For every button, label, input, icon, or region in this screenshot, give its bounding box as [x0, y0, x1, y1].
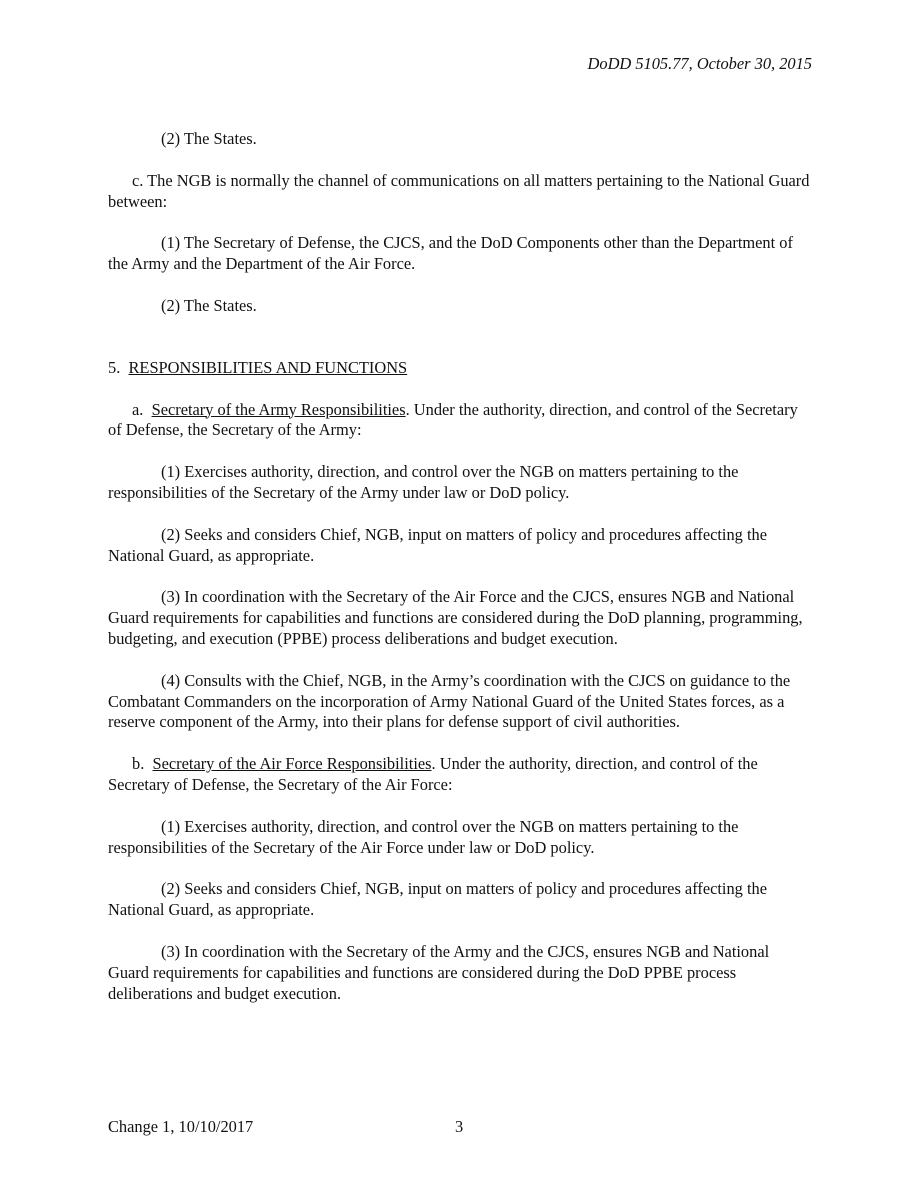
paragraph-a4: (4) Consults with the Chief, NGB, in the Army’s coordination with the CJCS on guidance to the Combatant Commanders on the incorporation of Army National Guard of the United States forces, as a reserve component of the Army, into their plans for defense support of civil authorities. [108, 670, 791, 732]
paragraph-a-text: . Under the authority, direction, and control of the Secretary of Defense, the Secretary of the Army: [108, 399, 798, 440]
document-body [108, 129, 812, 1025]
paragraph-b-heading: Secretary of the Air Force Responsibilities [152, 754, 432, 774]
paragraph-a2: (2) Seeks and considers Chief, NGB, input on matters of policy and procedures affecting the National Guard, as appropriate. [108, 524, 767, 565]
paragraph-c: c. The NGB is normally the channel of communications on all matters pertaining to the National Guard between: [108, 170, 810, 211]
paragraph-b-label: b. [132, 754, 145, 774]
section-heading [108, 358, 812, 379]
paragraph-a-heading: Secretary of the Army Responsibilities [151, 399, 406, 419]
page-number: 3 [455, 1117, 464, 1136]
paragraph-c1: (1) The Secretary of Defense, the CJCS, and the DoD Components other than the Department of the Army and the Department of the Air Force. [108, 233, 793, 274]
paragraph-a1: (1) Exercises authority, direction, and control over the NGB on matters pertaining to the responsibilities of the Secretary of the Army under law or DoD policy. [108, 462, 739, 502]
section-title: RESPONSIBILITIES AND FUNCTIONS [128, 357, 408, 377]
paragraph-a3: (3) In coordination with the Secretary of the Air Force and the CJCS, ensures NGB and National Guard requirements for capabilities and functions are considered during the DoD planning, programming, budgeting, and execution (PPBE) process deliberations and budget execution. [108, 587, 803, 648]
paragraph-b-text: . Under the authority, direction, and control of the Secretary of Defense, the Secretary of the Air Force: [108, 754, 758, 794]
paragraph-a [108, 400, 812, 442]
paragraph-b2: (2) Seeks and considers Chief, NGB, input on matters of policy and procedures affecting the National Guard, as appropriate. [108, 879, 767, 920]
section-number: 5. [108, 357, 121, 377]
paragraph-b1: (1) Exercises authority, direction, and control over the NGB on matters pertaining to the responsibilities of the Secretary of the Air Force under law or DoD policy. [108, 816, 739, 857]
page-header: DoDD 5105.77, October 30, 2015 [587, 54, 812, 73]
paragraph-b2-states: (2) The States. [161, 129, 257, 148]
paragraph-a-label: a. [132, 399, 144, 419]
paragraph-c2: (2) The States. [161, 295, 257, 315]
paragraph-b [108, 754, 812, 796]
paragraph-b3: (3) In coordination with the Secretary of the Army and the CJCS, ensures NGB and National Guard requirements for capabilities and functions are considered during the DoD PPBE process deliberations and budget execution. [108, 941, 770, 1003]
footer-change-note: Change 1, 10/10/2017 [108, 1117, 254, 1136]
